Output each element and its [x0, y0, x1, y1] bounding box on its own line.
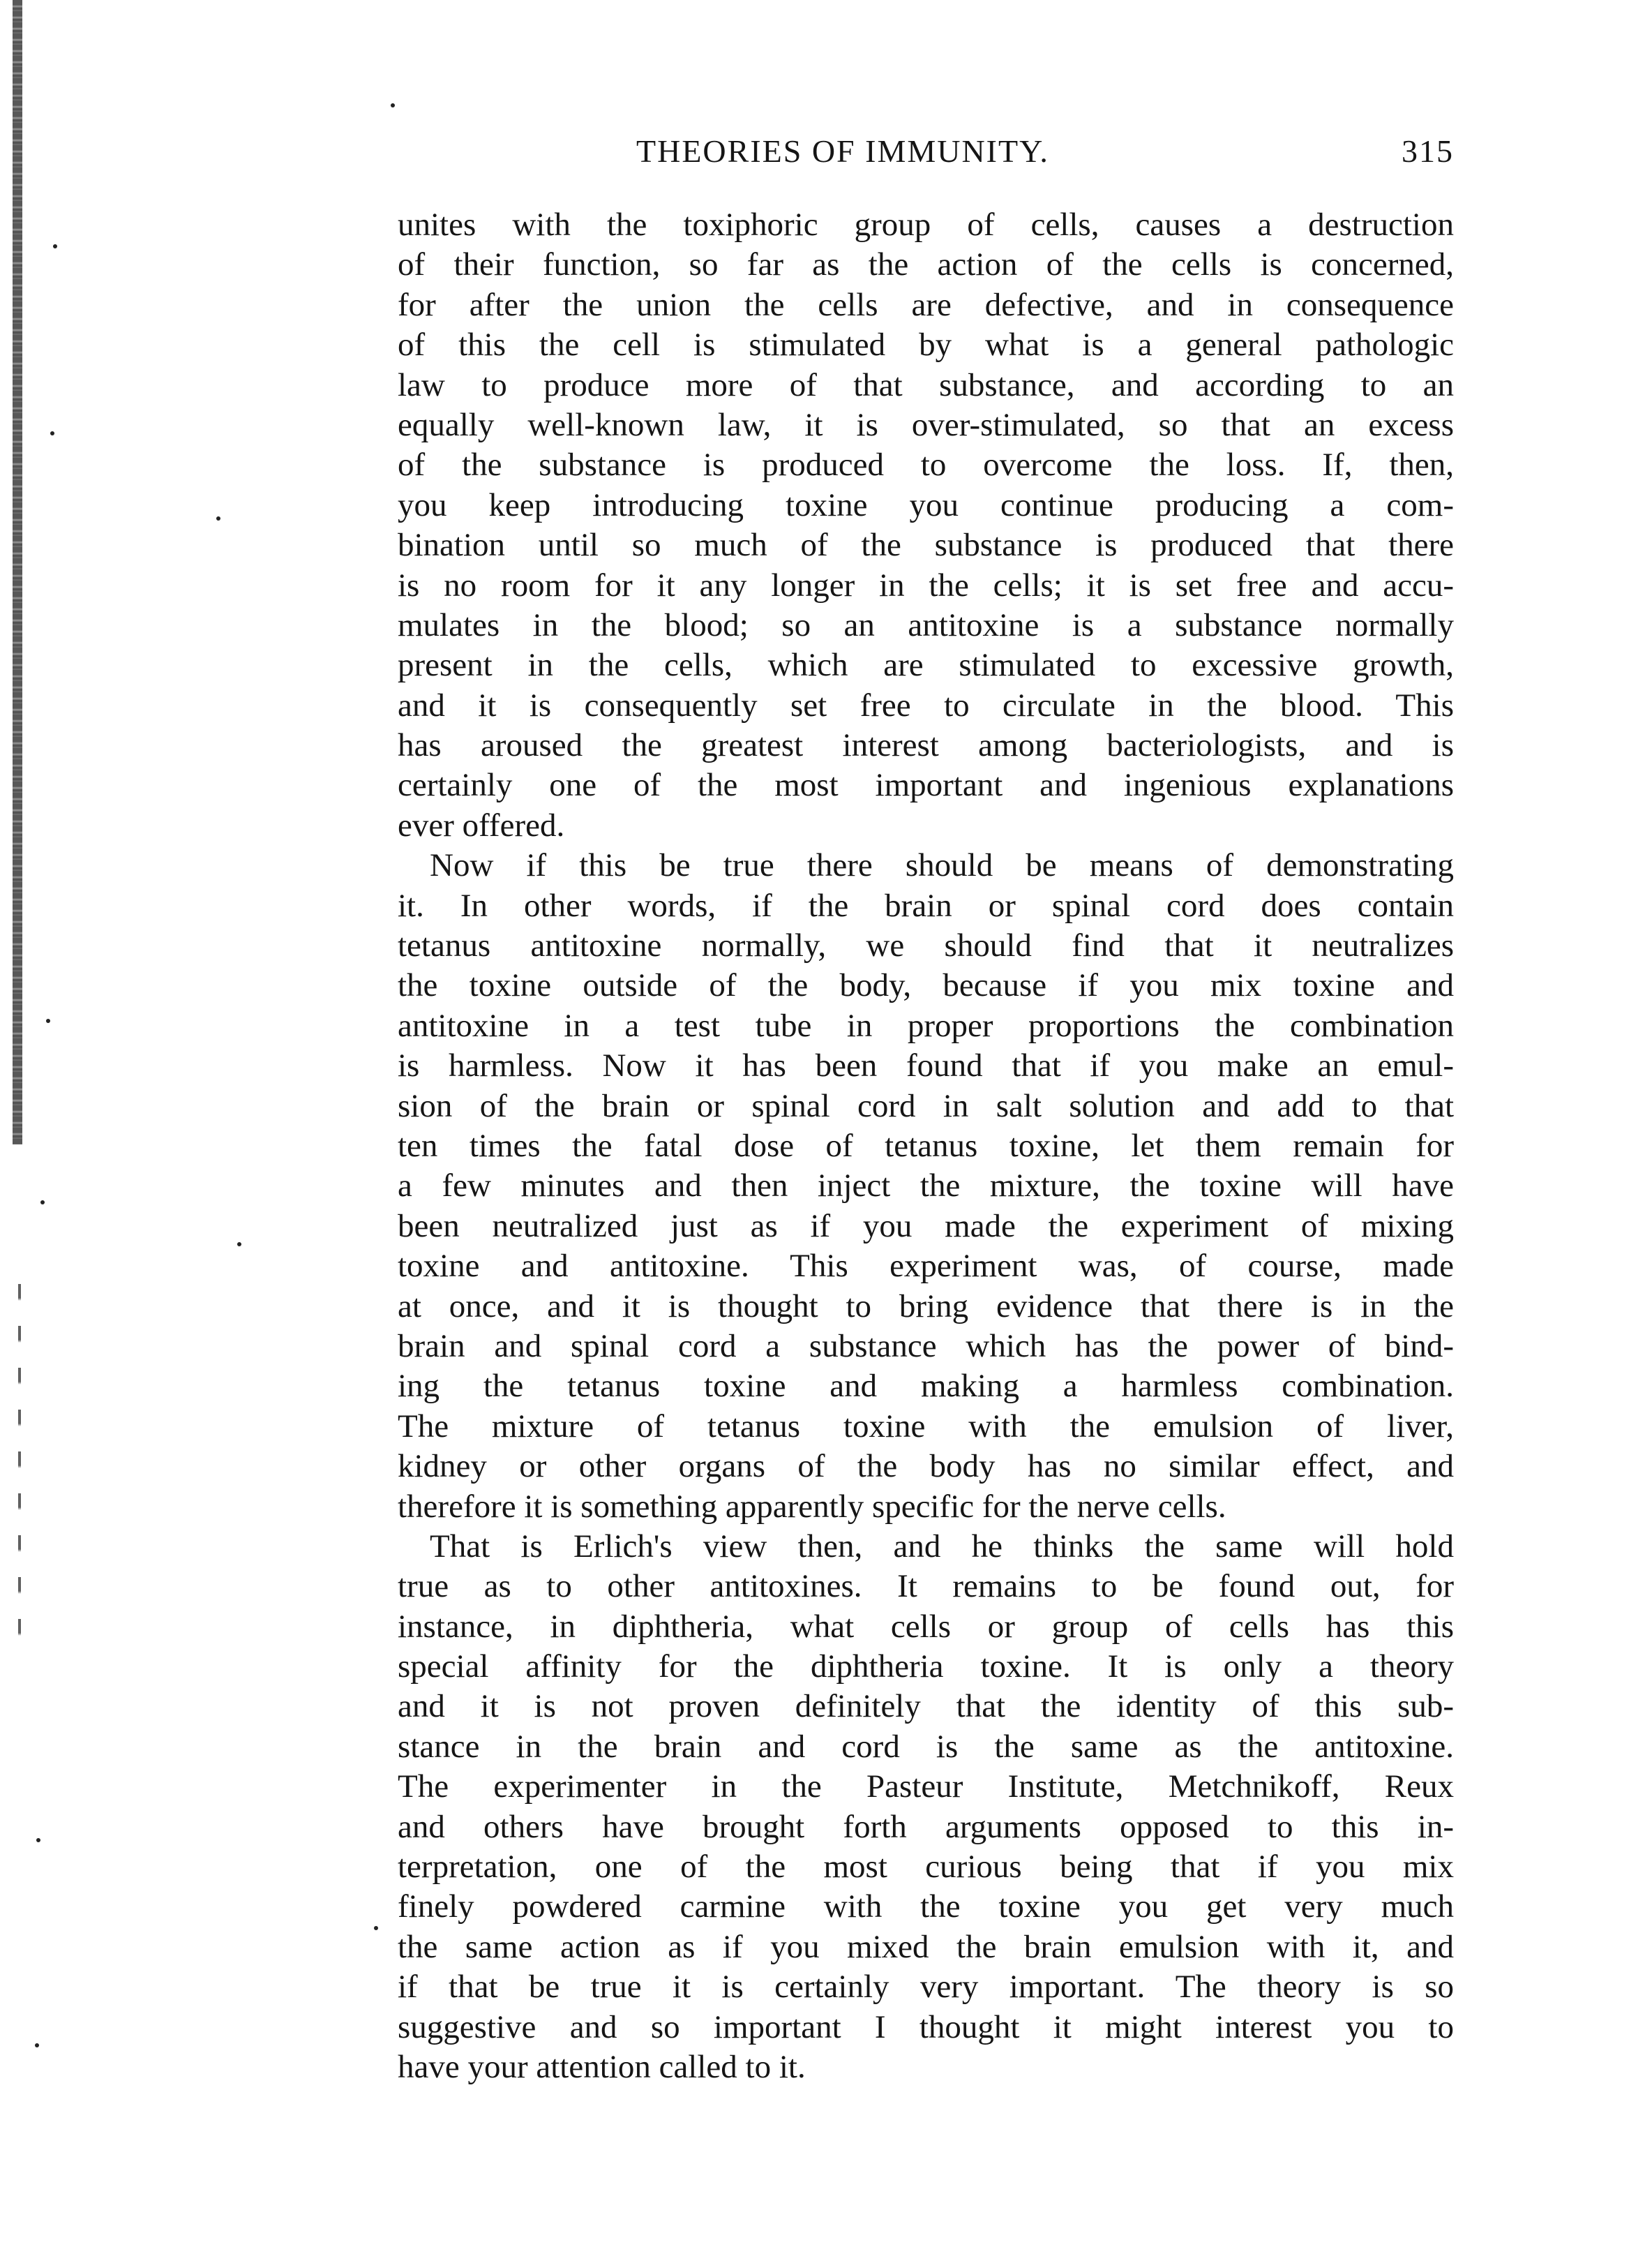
text-line: of the substance is produced to overcome the loss. If, then,: [398, 447, 1454, 484]
page-header: [636, 133, 1454, 181]
text-line: the same action as if you mixed the brain emulsion with it, and: [398, 1928, 1454, 1965]
text-line: ten times the fatal dose of tetanus toxine, let them remain for: [398, 1127, 1454, 1164]
text-line: stance in the brain and cord is the same as the antitoxine.: [398, 1728, 1454, 1765]
text-line: and it is not proven definitely that the identity of this sub-: [398, 1688, 1454, 1725]
body-text: [398, 205, 1454, 2087]
scan-speck: [50, 431, 54, 435]
text-line: unites with the toxiphoric group of cells, causes a destruction: [398, 207, 1454, 243]
text-line: antitoxine in a test tube in proper proportions the combination: [398, 1007, 1454, 1044]
text-line: brain and spinal cord a substance which has the power of bind-: [398, 1327, 1454, 1364]
text-line: and it is consequently set free to circulate in the blood. This: [398, 687, 1454, 724]
scan-speck: [237, 1242, 241, 1246]
text-line: certainly one of the most important and ingenious explanations: [398, 767, 1454, 804]
text-line: the toxine outside of the body, because if you mix toxine and: [398, 967, 1454, 1004]
text-line: is no room for it any longer in the cells; it is set free and accu-: [398, 567, 1454, 604]
text-line: kidney or other organs of the body has no similar effect, and: [398, 1448, 1454, 1485]
text-line: therefore it is something apparently specific for the nerve cells.: [398, 1488, 1226, 1525]
text-line: have your attention called to it.: [398, 2048, 806, 2085]
text-line: sion of the brain or spinal cord in salt solution and add to that: [398, 1087, 1454, 1124]
running-title: THEORIES OF IMMUNITY.: [636, 133, 1049, 169]
text-line: it. In other words, if the brain or spinal cord does contain: [398, 887, 1454, 924]
scan-speck: [374, 1926, 378, 1930]
text-line: equally well-known law, it is over-stimulated, so that an excess: [398, 406, 1454, 443]
scan-speck: [35, 2043, 39, 2047]
text-line: That is Erlich's view then, and he thinks the same will hold: [430, 1528, 1454, 1565]
text-line: if that be true it is certainly very important. The theory is so: [398, 1969, 1454, 2006]
text-line: terpretation, one of the most curious being that if you mix: [398, 1849, 1454, 1886]
scan-speck: [40, 1200, 45, 1204]
scan-speck: [391, 103, 395, 107]
text-line: ever offered.: [398, 807, 565, 844]
text-line: Now if this be true there should be means of demonstrating: [430, 847, 1454, 884]
text-line: true as to other antitoxines. It remains to be found out, for: [398, 1568, 1454, 1605]
scan-speck: [53, 244, 57, 248]
text-line: you keep introducing toxine you continue producing a com-: [398, 486, 1454, 523]
text-line: The mixture of tetanus toxine with the emulsion of liver,: [398, 1408, 1454, 1444]
text-line: The experimenter in the Pasteur Institute, Metchnikoff, Reux: [398, 1768, 1454, 1805]
text-line: present in the cells, which are stimulated to excessive growth,: [398, 647, 1454, 684]
scan-speck: [216, 516, 220, 521]
text-line: finely powdered carmine with the toxine you get very much: [398, 1888, 1454, 1925]
text-line: suggestive and so important I thought it might interest you to: [398, 2008, 1454, 2045]
text-line: is harmless. Now it has been found that if you make an emul-: [398, 1047, 1454, 1084]
page-number: 315: [1402, 133, 1454, 169]
text-line: at once, and it is thought to bring evidence that there is in the: [398, 1287, 1454, 1324]
text-line: instance, in diphtheria, what cells or group of cells has this: [398, 1608, 1454, 1645]
text-line: special affinity for the diphtheria toxine. It is only a theory: [398, 1648, 1454, 1685]
text-line: mulates in the blood; so an antitoxine is a substance normally: [398, 606, 1454, 643]
text-line: bination until so much of the substance is produced that there: [398, 527, 1454, 564]
text-line: and others have brought forth arguments opposed to this in-: [398, 1808, 1454, 1845]
text-line: law to produce more of that substance, and according to an: [398, 366, 1454, 403]
text-line: tetanus antitoxine normally, we should find that it neutralizes: [398, 927, 1454, 964]
scan-speck: [46, 1019, 50, 1023]
text-line: has aroused the greatest interest among bacteriologists, and is: [398, 727, 1454, 764]
text-line: of this the cell is stimulated by what is a general pathologic: [398, 327, 1454, 364]
binding-edge: [13, 0, 22, 1144]
text-line: of their function, so far as the action of the cells is concerned,: [398, 246, 1454, 283]
binding-edge-lower: [18, 1284, 21, 1647]
text-line: been neutralized just as if you made the experiment of mixing: [398, 1207, 1454, 1244]
scan-speck: [36, 1838, 40, 1842]
text-line: a few minutes and then inject the mixture, the toxine will have: [398, 1167, 1454, 1204]
text-line: for after the union the cells are defective, and in consequence: [398, 286, 1454, 323]
text-line: toxine and antitoxine. This experiment was, of course, made: [398, 1248, 1454, 1285]
text-line: ing the tetanus toxine and making a harmless combination.: [398, 1368, 1454, 1405]
